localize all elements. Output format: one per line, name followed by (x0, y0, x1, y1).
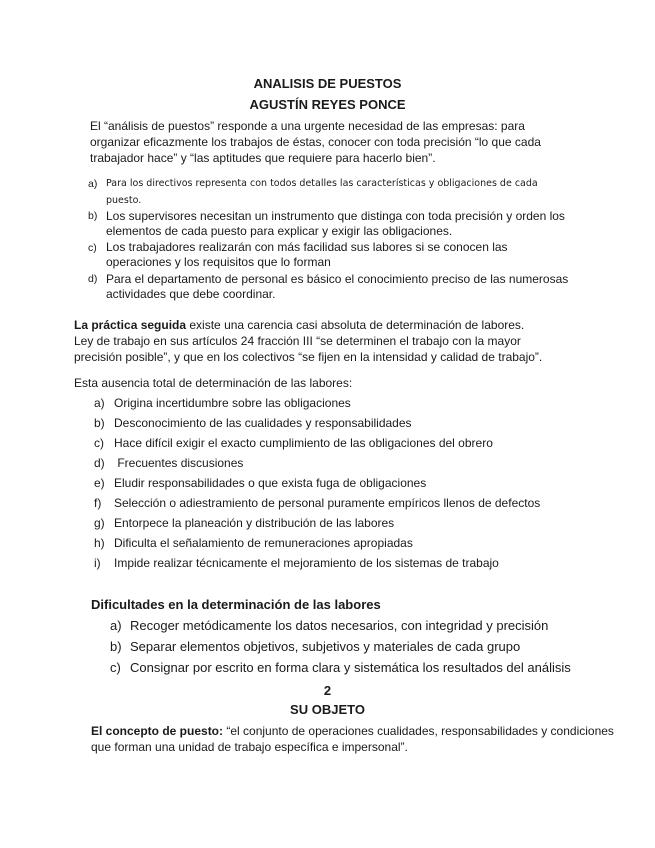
list-item-label: h) (94, 536, 105, 550)
concept-rest: “el conjunto de operaciones cualidades, responsabilidades y condiciones (223, 724, 614, 738)
practice-line: Ley de trabajo en sus artículos 24 fracción III “se determinen el trabajo con la mayor (74, 334, 521, 348)
practice-line (74, 318, 524, 332)
list-item-label: c) (88, 242, 97, 254)
list-item-text: Dificulta el señalamiento de remuneraciones apropiadas (114, 536, 413, 550)
list-item-text: Para los directivos representa con todos detalles las características y obligaciones de cada (106, 178, 538, 189)
list-item-label: d) (88, 273, 98, 285)
section-number: 2 (323, 683, 332, 698)
practice-rest: existe una carencia casi absoluta de determinación de labores. (186, 318, 525, 332)
absence-intro: Esta ausencia total de determinación de las labores: (74, 376, 353, 390)
list-item-label: i) (94, 556, 101, 570)
list-item-label: e) (94, 476, 105, 490)
list-item-label: b) (94, 416, 105, 430)
list-item-text: Eludir responsabilidades o que exista fuga de obligaciones (114, 476, 427, 490)
list-item-text: Frecuentes discusiones (114, 456, 244, 470)
list-item-text: puesto. (106, 195, 142, 206)
intro-line: trabajador hace” y “las aptitudes que requiere para hacerlo bien”. (90, 151, 436, 165)
list-item-label: c) (94, 436, 104, 450)
list-item-text: Entorpece la planeación y distribución de las labores (114, 516, 395, 530)
intro-line: organizar eficazmente los trabajos de éstas, conocer con toda precisión “lo que cada (90, 135, 541, 149)
list-item-text: operaciones y los requisitos que lo forman (106, 255, 331, 269)
list-item-text: Consignar por escrito en forma clara y sistemática los resultados del análisis (130, 660, 571, 675)
list-item-text: actividades que debe coordinar. (106, 287, 276, 301)
concept-line (91, 724, 614, 738)
list-item-label: b) (88, 210, 98, 222)
difficulties-heading: Dificultades en la determinación de las labores (91, 597, 381, 612)
list-item-text: Hace difícil exigir el exacto cumplimiento de las obligaciones del obrero (114, 436, 493, 450)
list-item-label: a) (88, 178, 98, 190)
section-title: SU OBJETO (290, 702, 365, 717)
list-item-text: Impide realizar técnicamente el mejoramiento de los sistemas de trabajo (114, 556, 499, 570)
practice-bold: La práctica seguida (74, 318, 187, 332)
document-title: ANALISIS DE PUESTOS (253, 76, 402, 91)
list-item-text: Recoger metódicamente los datos necesarios, con integridad y precisión (130, 618, 549, 633)
list-item-text: Desconocimiento de las cualidades y responsabilidades (114, 416, 412, 430)
list-item-text: Los supervisores necesitan un instrumento que distinga con toda precisión y orden los (106, 209, 565, 223)
list-item-label: a) (110, 618, 122, 633)
document-author: AGUSTÍN REYES PONCE (249, 97, 406, 112)
list-item-text: Origina incertidumbre sobre las obligaciones (114, 396, 351, 410)
practice-line: precisión posible”, y que en los colectivos “se fijen en la intensidad y calidad de trabajo”. (74, 350, 543, 364)
list-item-text: elementos de cada puesto para explicar y exigir las obligaciones. (106, 224, 453, 238)
concept-bold: El concepto de puesto: (91, 724, 224, 738)
list-item-text: Selección o adiestramiento de personal puramente empíricos llenos de defectos (114, 496, 541, 510)
list-item-label: a) (94, 396, 105, 410)
list-item-label: d) (94, 456, 105, 470)
list-item-label: g) (94, 516, 105, 530)
list-item-text: Los trabajadores realizarán con más facilidad sus labores si se conocen las (106, 240, 508, 254)
list-item-text: Separar elementos objetivos, subjetivos y materiales de cada grupo (130, 639, 521, 654)
list-item-label: c) (110, 660, 121, 675)
concept-line: que forman una unidad de trabajo específica e impersonal”. (91, 740, 408, 754)
intro-line: El “análisis de puestos” responde a una urgente necesidad de las empresas: para (90, 119, 525, 133)
list-item-label: f) (94, 496, 102, 510)
list-item-text: Para el departamento de personal es básico el conocimiento preciso de las numerosas (106, 272, 569, 286)
list-item-label: b) (110, 639, 122, 654)
